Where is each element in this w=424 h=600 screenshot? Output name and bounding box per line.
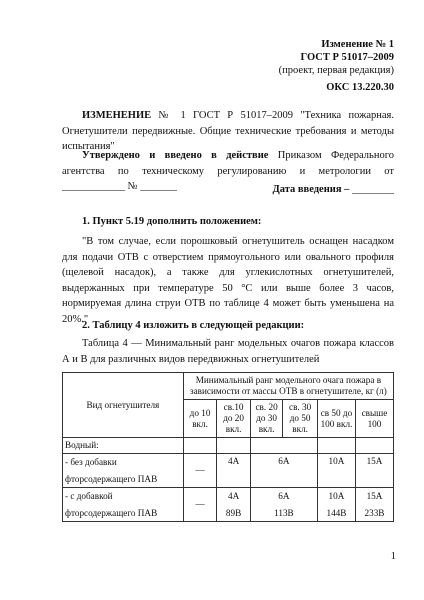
effective-date-label: Дата введения – <box>272 184 350 195</box>
cell: 10А 144В <box>317 488 355 522</box>
table-row <box>63 488 394 522</box>
cell: 4А <box>217 454 251 488</box>
effective-date-blank: ________ <box>352 184 394 195</box>
cell: — <box>183 454 217 488</box>
cell: 15А 233В <box>355 488 393 522</box>
subheader-cell: свыше 100 <box>355 400 393 438</box>
subheader-cell: до 10 вкл. <box>183 400 217 438</box>
item1-heading: 1. Пункт 5.19 дополнить положением: <box>82 216 262 227</box>
table-section-row <box>63 438 394 454</box>
cell: 15А <box>355 454 393 488</box>
subheader-cell: св 50 до 100 вкл. <box>317 400 355 438</box>
section-label: Водный: <box>63 438 184 454</box>
draft-note: (проект, первая редакция) <box>278 65 394 76</box>
table-caption: Таблица 4 — Минимальный ранг модельных очагов пожара классов А и В для различных видов передвижных огнетушителей <box>62 338 394 365</box>
rank-table <box>62 372 394 522</box>
intro-keyword: ИЗМЕНЕНИЕ <box>82 110 152 121</box>
row-label: - без добавки фторсодержащего ПАВ <box>63 454 184 488</box>
page-number: 1 <box>390 551 396 562</box>
intro-text: № 1 ГОСТ Р 51017–2009 "Техника пожарная. Огнетушители передвижные. Общие технические требования и методы испытания" <box>62 110 395 152</box>
item2-heading: 2. Таблицу 4 изложить в следующей редакции: <box>82 320 305 331</box>
effective-date <box>62 182 394 198</box>
standard-code: ГОСТ Р 51017–2009 <box>300 52 394 63</box>
oks-code: ОКС 13.220.30 <box>326 82 394 93</box>
subheader-cell: св. 20 до 30 вкл. <box>250 400 282 438</box>
cell: 6А <box>250 454 317 488</box>
col-type-header: Вид огнетушителя <box>63 373 184 438</box>
document-header <box>279 38 394 94</box>
approval-text: Приказом Федерального агентства по техническому регулированию и метрологии от ____________ № _______ <box>62 150 394 192</box>
subheader-cell: св. 30 до 50 вкл. <box>283 400 318 438</box>
item1-text: "В том случае, если порошковый огнетушитель оснащен насадком для подачи ОТВ с отверстием прямоугольного или овального профиля (щелевой насадок), а также для углекислотных огнетушителей, выдержанных при температуре 50 °С или выше более 3 часов, нормируемая длина струи ОТВ по таблице 4 может быть уменьшена на 20%." <box>62 236 394 325</box>
amendment-number: Изменение № 1 <box>321 39 394 50</box>
approval-bold: Утверждено и введено в действие <box>82 150 269 161</box>
subheader-cell: св.10 до 20 вкл. <box>217 400 251 438</box>
group-header: Минимальный ранг модельного очага пожара в зависимости от массы ОТВ в огнетушителе, кг (л) <box>183 373 393 400</box>
cell: 4А 89В <box>217 488 251 522</box>
table-header-row <box>63 373 394 400</box>
table-row <box>63 454 394 488</box>
cell: 6А 113В <box>250 488 317 522</box>
cell: 10А <box>317 454 355 488</box>
row-label: - с добавкой фторсодержащего ПАВ <box>63 488 184 522</box>
cell: — <box>183 488 217 522</box>
